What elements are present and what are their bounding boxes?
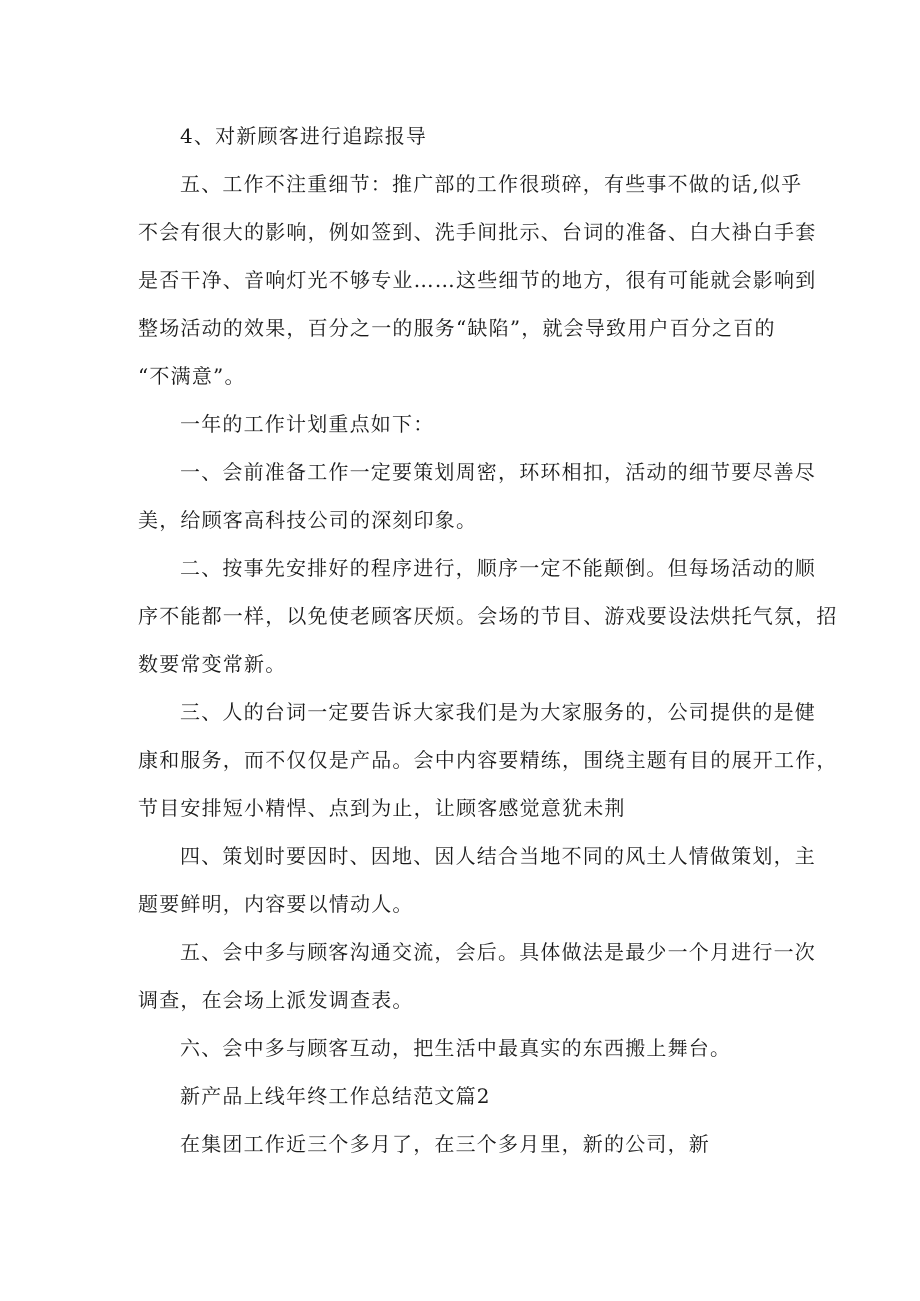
text-line: 五、会中多与顾客沟通交流，会后。具体做法是最少一个月进行一次 (180, 940, 816, 964)
text-line: 数要常变常新。 (138, 652, 287, 676)
text-line: 序不能都一样，以免使老顾客厌烦。会场的节目、游戏要设法烘托气氛，招 (138, 604, 838, 628)
text-line: 4、对新顾客进行追踪报导 (180, 124, 428, 148)
text-line: 题要鲜明，内容要以情动人。 (138, 892, 414, 916)
text-line: 美，给顾客高科技公司的深刻印象。 (138, 508, 478, 532)
text-line: 节目安排短小精悍、点到为止，让顾客感觉意犹未荆 (138, 796, 626, 820)
text-line: 四、策划时要因时、因地、因人结合当地不同的风土人情做策划，主 (180, 844, 816, 868)
text-line: 在集团工作近三个多月了，在三个多月里，新的公司，新 (180, 1132, 710, 1156)
document-body (138, 112, 838, 1168)
section-heading: 新产品上线年终工作总结范文篇2 (180, 1084, 491, 1108)
text-line: 五、工作不注重细节：推广部的工作很琐碎，有些事不做的话,似乎 (180, 172, 803, 196)
text-line: 六、会中多与顾客互动，把生活中最真实的东西搬上舞台。 (180, 1036, 732, 1060)
text-line: 调查，在会场上派发调查表。 (138, 988, 414, 1012)
text-line: 一、会前准备工作一定要策划周密，环环相扣，活动的细节要尽善尽 (180, 460, 816, 484)
text-line: 三、人的台词一定要告诉大家我们是为大家服务的，公司提供的是健 (180, 700, 816, 724)
text-line: 不会有很大的影响，例如签到、洗手间批示、台词的准备、白大褂白手套 (138, 220, 817, 244)
text-line: 是否干净、音响灯光不够专业……这些细节的地方，很有可能就会影响到 (138, 268, 817, 292)
text-line: 整场活动的效果，百分之一的服务“缺陷”，就会导致用户百分之百的 (138, 316, 776, 340)
text-line: 二、按事先安排好的程序进行，顺序一定不能颠倒。但每场活动的顺 (180, 556, 816, 580)
text-line: 一年的工作计划重点如下： (180, 412, 435, 436)
text-line: “不满意”。 (138, 364, 246, 388)
text-line: 康和服务，而不仅仅是产品。会中内容要精练，围绕主题有目的展开工作， (138, 748, 838, 772)
